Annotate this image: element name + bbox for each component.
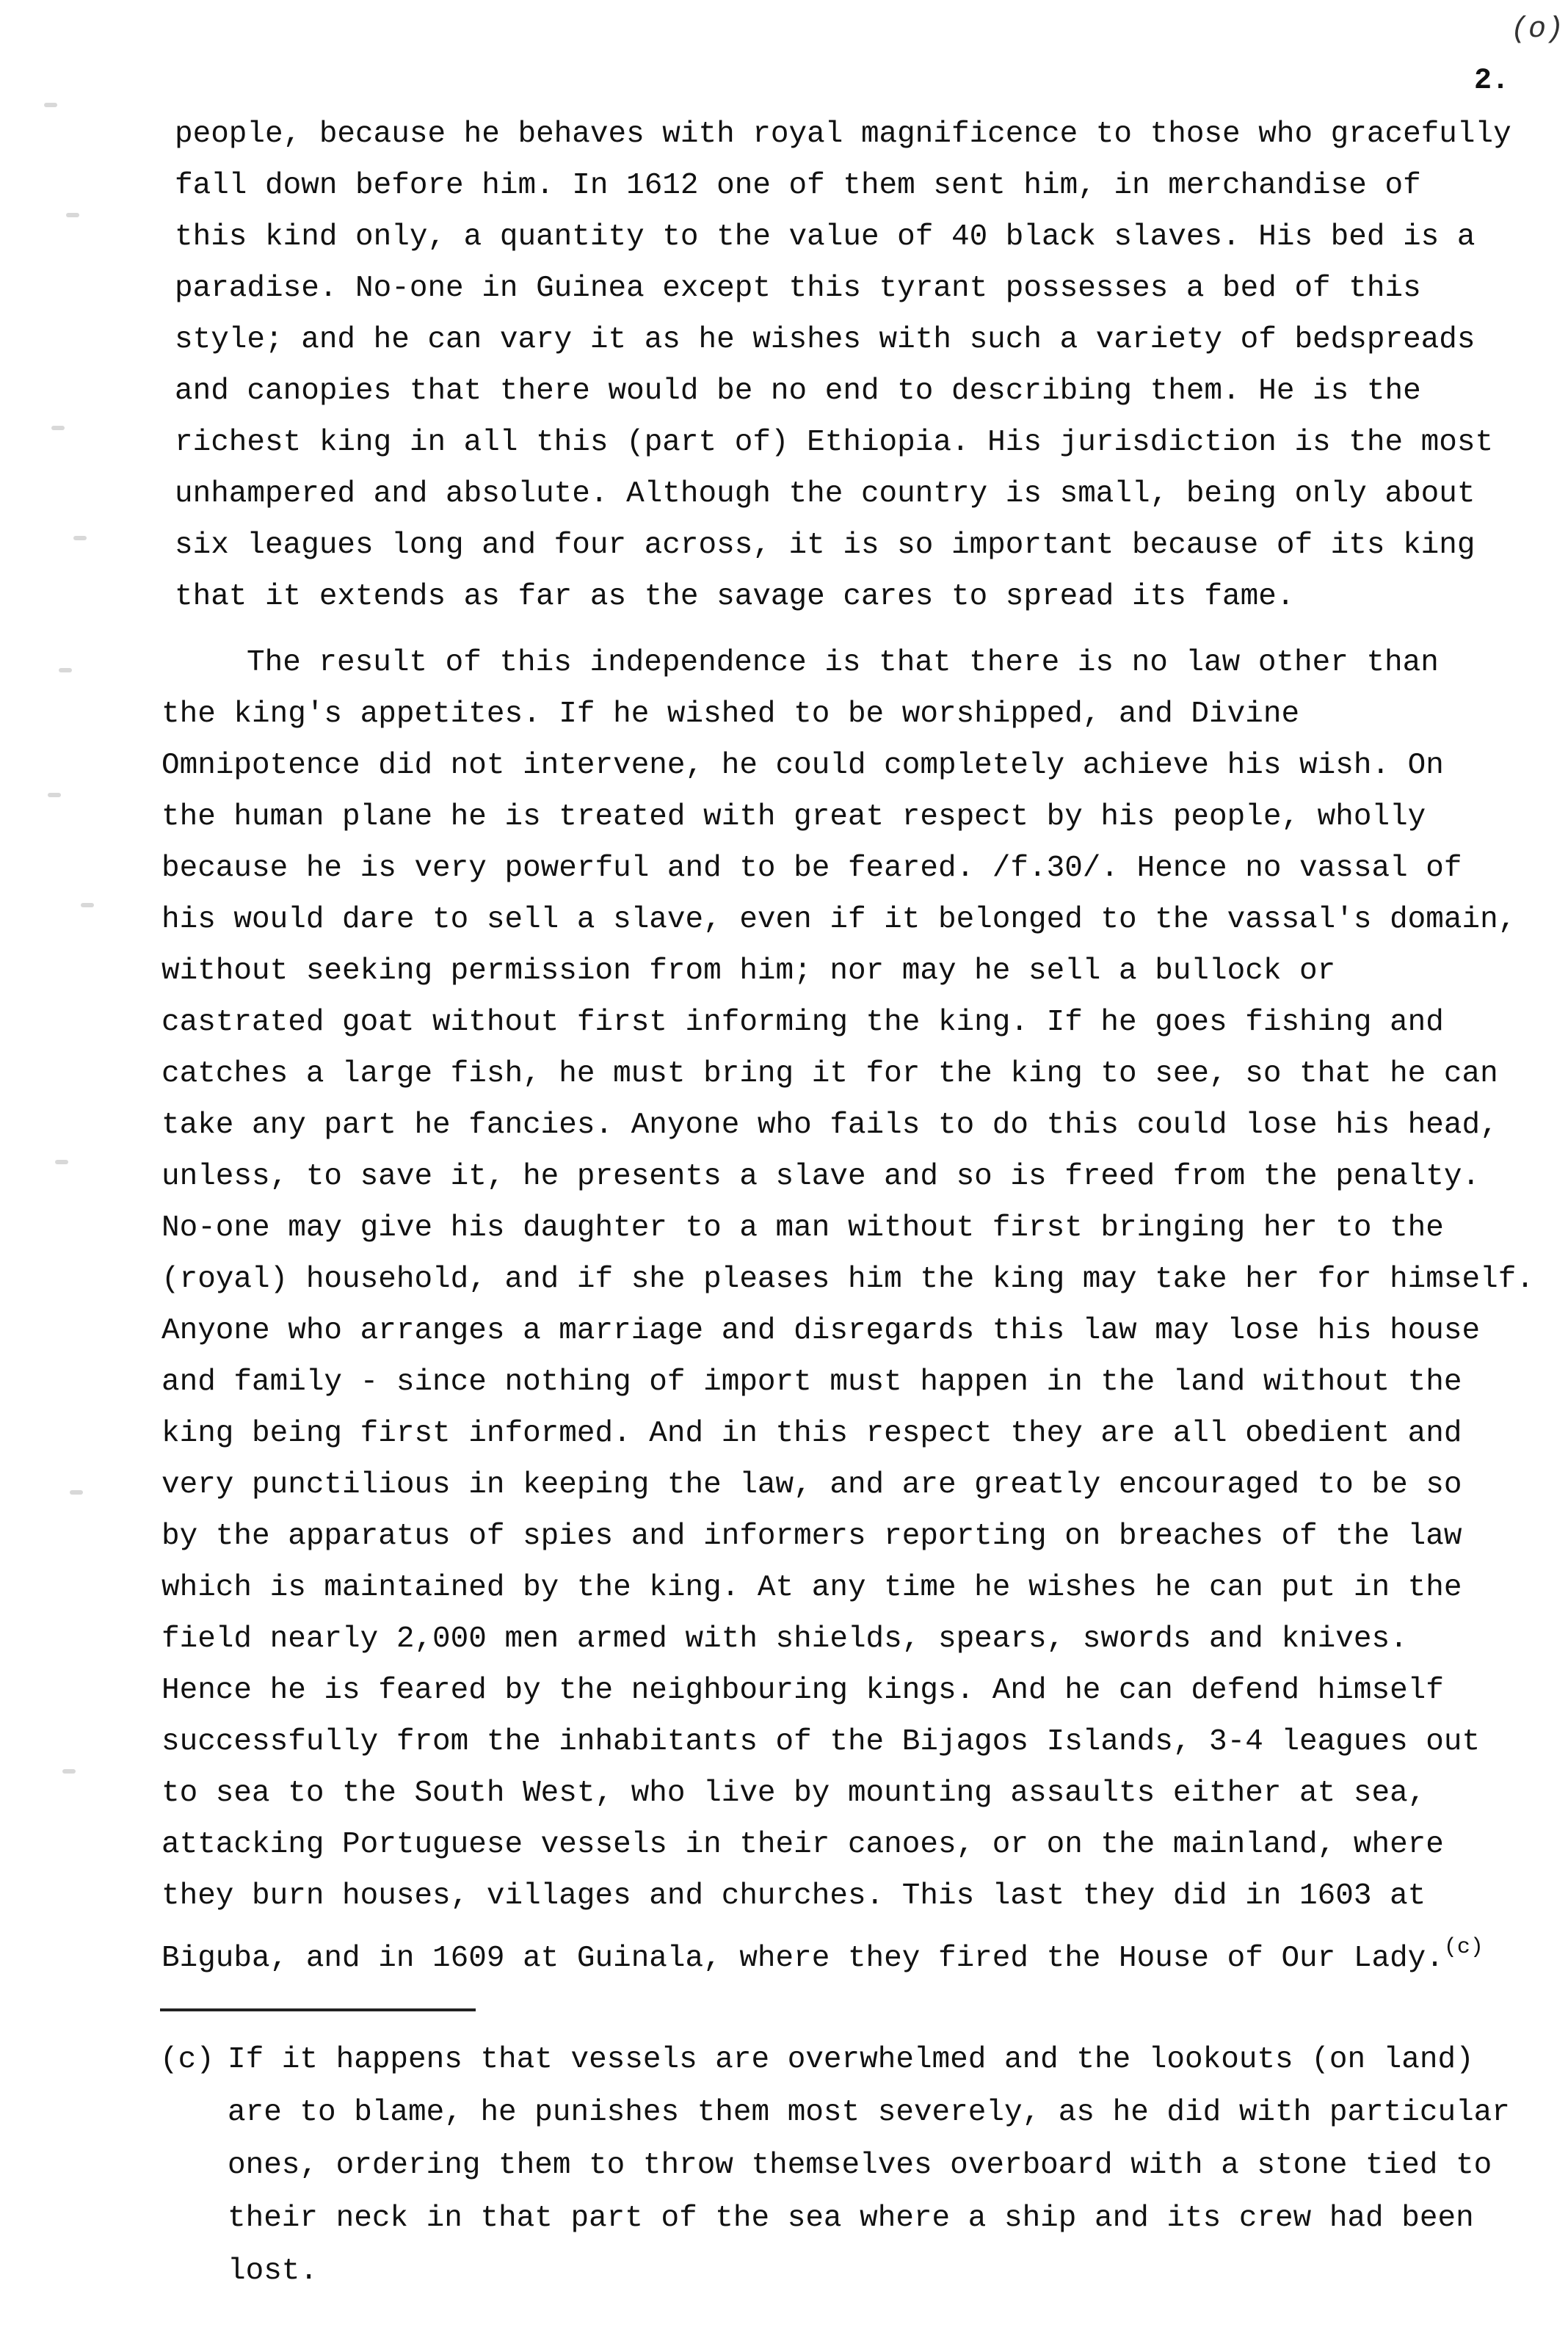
text-line: this kind only, a quantity to the value of 40 black slaves. His bed is a: [175, 220, 1476, 254]
footnote-separator: [160, 2008, 476, 2011]
text-line: that it extends as far as the savage cares to spread its fame.: [175, 580, 1295, 614]
text-line: (royal) household, and if she pleases him the king may take her for himself.: [161, 1263, 1534, 1296]
text-line: catches a large fish, he must bring it for the king to see, so that he can: [161, 1057, 1498, 1091]
text-line: his would dare to sell a slave, even if it belonged to the vassal's domain,: [161, 903, 1517, 937]
text-line: people, because he behaves with royal magnificence to those who gracefully: [175, 117, 1511, 151]
text-line: to sea to the South West, who live by mounting assaults either at sea,: [161, 1776, 1426, 1810]
text-line: they burn houses, villages and churches. This last they did in 1603 at: [161, 1879, 1426, 1913]
text-line: fall down before him. In 1612 one of them sent him, in merchandise of: [175, 169, 1421, 203]
text-line: Anyone who arranges a marriage and disregards this law may lose his house: [161, 1314, 1481, 1348]
text-line: style; and he can vary it as he wishes with such a variety of bedspreads: [175, 323, 1476, 357]
footnote-line: [160, 2033, 1510, 2086]
text-line: castrated goat without first informing the king. If he goes fishing and: [161, 1006, 1444, 1039]
text-line-with-footnote-ref: [161, 1922, 1534, 1973]
text-line: unhampered and absolute. Although the country is small, being only about: [175, 477, 1476, 511]
text-line: the king's appetites. If he wished to be worshipped, and Divine: [161, 697, 1300, 731]
footnote-line: their neck in that part of the sea where a ship and its crew had been: [228, 2202, 1474, 2235]
text-line: The result of this independence is that there is no law other than: [247, 646, 1439, 680]
footnote-marker: (c): [160, 2043, 214, 2077]
text-line: unless, to save it, he presents a slave and so is freed from the penalty.: [161, 1160, 1481, 1194]
text-line: Omnipotence did not intervene, he could completely achieve his wish. On: [161, 749, 1444, 783]
text-line: richest king in all this (part of) Ethiopia. His jurisdiction is the most: [175, 426, 1494, 460]
text-line: Hence he is feared by the neighbouring kings. And he can defend himself: [161, 1674, 1444, 1707]
text-line: and family - since nothing of import must happen in the land without the: [161, 1365, 1462, 1399]
page-number: 2.: [1474, 65, 1510, 98]
text-line: very punctilious in keeping the law, and are greatly encouraged to be so: [161, 1468, 1462, 1502]
text-line: which is maintained by the king. At any time he wishes he can put in the: [161, 1571, 1462, 1605]
footnote-line: are to blame, he punishes them most severely, as he did with particular: [228, 2096, 1510, 2130]
margin-noise: [29, 59, 132, 1821]
text-line: successfully from the inhabitants of the Bijagos Islands, 3-4 leagues out: [161, 1725, 1481, 1759]
text-line: by the apparatus of spies and informers reporting on breaches of the law: [161, 1520, 1462, 1553]
text-line: attacking Portuguese vessels in their canoes, or on the mainland, where: [161, 1828, 1444, 1862]
footnote-line: ones, ordering them to throw themselves overboard with a stone tied to: [228, 2149, 1492, 2182]
text-line: field nearly 2,000 men armed with shields, spears, swords and knives.: [161, 1622, 1408, 1656]
body-paragraph-2: [161, 637, 1534, 1973]
handwritten-page-mark: (o): [1511, 13, 1564, 46]
text-line: and canopies that there would be no end to describing them. He is the: [175, 374, 1421, 408]
text-line: paradise. No-one in Guinea except this tyrant possesses a bed of this: [175, 272, 1421, 305]
text-line: No-one may give his daughter to a man without first bringing her to the: [161, 1211, 1444, 1245]
text-line: because he is very powerful and to be feared. /f.30/. Hence no vassal of: [161, 852, 1462, 885]
text-line: six leagues long and four across, it is so important because of its king: [175, 529, 1476, 562]
footnote-text: If it happens that vessels are overwhelmed and the lookouts (on land): [228, 2043, 1474, 2077]
text-line: without seeking permission from him; nor may he sell a bullock or: [161, 954, 1336, 988]
footnote-line: lost.: [228, 2254, 319, 2288]
text-line: king being first informed. And in this respect they are all obedient and: [161, 1417, 1462, 1451]
text-line: the human plane he is treated with great respect by his people, wholly: [161, 800, 1426, 834]
footnote: [160, 2033, 1510, 2298]
body-paragraph-1: [175, 109, 1511, 623]
text-line: Biguba, and in 1609 at Guinala, where they fired the House of Our Lady.: [161, 1942, 1444, 1975]
text-line: take any part he fancies. Anyone who fails to do this could lose his head,: [161, 1108, 1498, 1142]
footnote-reference: (c): [1443, 1935, 1484, 1960]
